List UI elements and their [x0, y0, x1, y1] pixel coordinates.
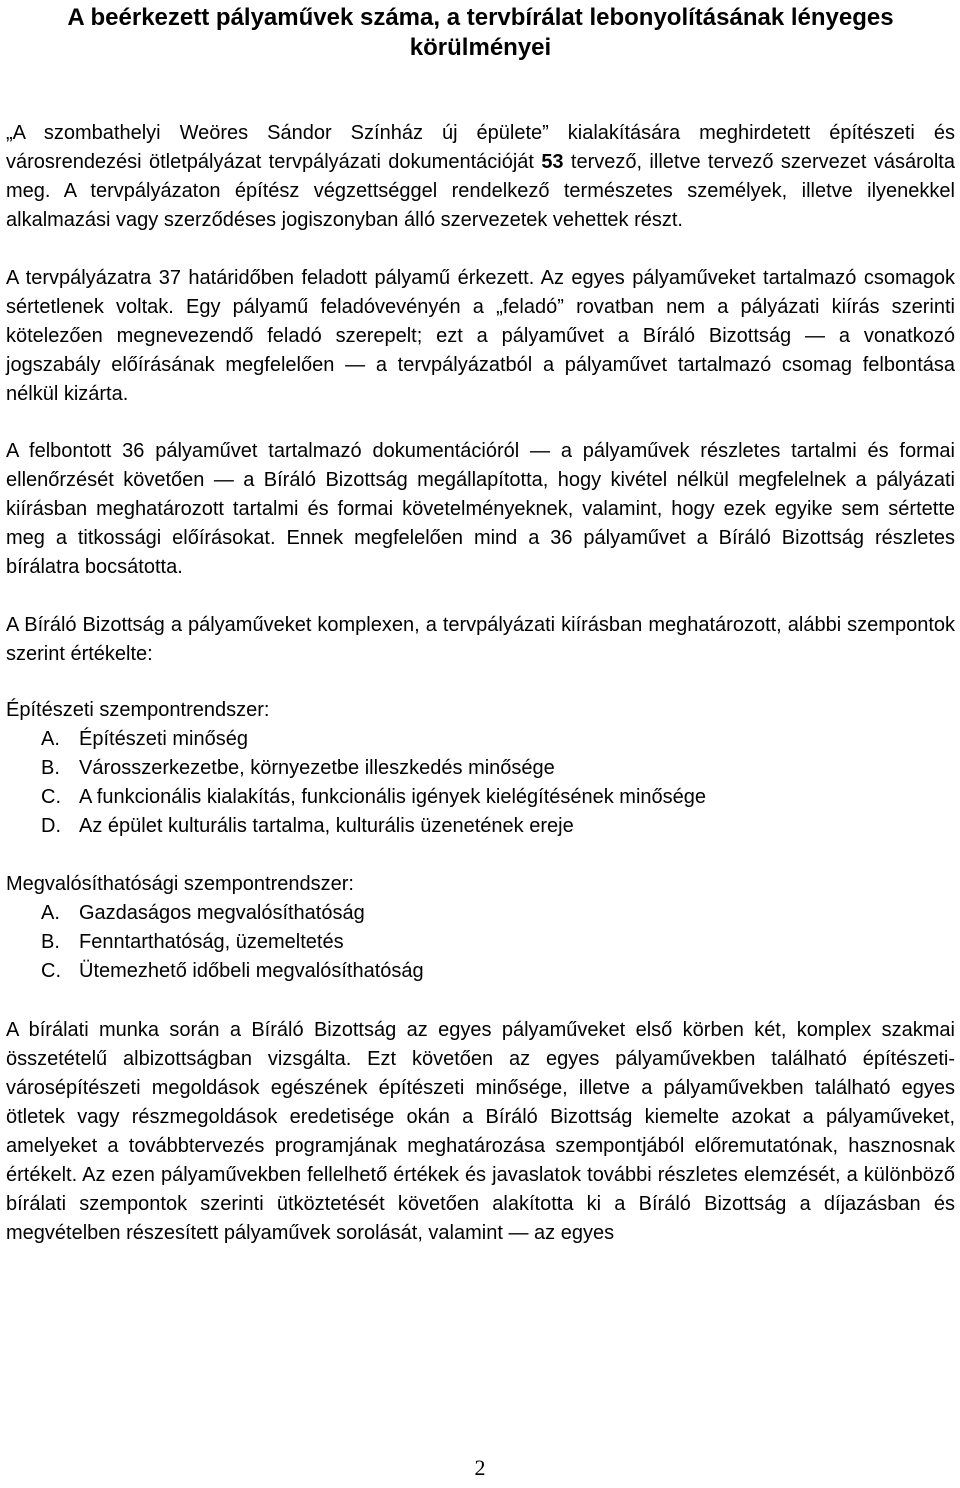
list-item-letter: C. — [41, 786, 61, 808]
paragraph-evaluation: A bírálati munka során a Bíráló Bizottság az egyes pályaműveket első körben két, komplex szakmai összetételű albizottságban vizsgálta. Ezt követően az egyes pályaművekben található építészeti-városépítészeti megoldások egészének építészeti minősége, illetve a pályaművekben található egyes ötletek vagy részmegoldások eredetisége okán a Bíráló Bizottság kiemelte azokat a pályaműveket, amelyeket a továbbtervezés programjának meghatározása szempontjából előremutatónak, hasznosnak értékelt. Az ezen pályaművekben fellelhető értékek és javaslatok további részletes elemzését, a különböző bírálati szempontok szerinti ütköztetését követően alakította ki a Bíráló Bizottság a díjazásban és megvételben részesített pályaművek sorolását, valamint — az egyes — [6, 1019, 955, 1244]
list-item-text: Városszerkezetbe, környezetbe illeszkedés minősége — [79, 757, 555, 779]
list-item — [6, 957, 955, 986]
list-item — [6, 812, 955, 841]
feasibility-criteria-heading: Megvalósíthatósági szempontrendszer: — [6, 873, 354, 895]
feasibility-criteria-list — [6, 870, 955, 986]
page-number: 2 — [474, 1455, 486, 1480]
list-item-text: Építészeti minőség — [79, 728, 248, 750]
list-item-text: Az épület kulturális tartalma, kulturális üzenetének ereje — [79, 815, 574, 837]
document-page — [6, 0, 955, 1248]
purchase-count: 53 — [541, 151, 564, 173]
list-item — [6, 754, 955, 783]
list-item — [6, 725, 955, 754]
paragraph-purchases — [6, 119, 955, 235]
list-item-text: Gazdaságos megvalósíthatóság — [79, 902, 365, 924]
architectural-criteria-list — [6, 696, 955, 841]
list-item-letter: C. — [41, 960, 61, 982]
paragraph-opened: A felbontott 36 pályaművet tartalmazó dokumentációról — a pályaművek részletes tartalmi és formai ellenőrzését követően — a Bíráló Bizottság megállapította, hogy kivétel nélkül megfelelnek a pályázati kiírásban meghatározott tartalmi és formai követelményeknek, valamint, hogy ezek egyike sem sértette meg a titkossági előírásokat. Ennek megfelelően mind a 36 pályaművet a Bíráló Bizottság részletes bírálatra bocsátotta. — [6, 440, 955, 578]
paragraph-purchases-end: tervező, illetve tervező szervezet vásárolta meg. A tervpályázaton építész végzettséggel rendelkező természetes személyek, illetve ilyenekkel alkalmazási vagy szerződéses jogiszonyban álló szervezetek vehettek részt. — [6, 151, 955, 231]
list-item-text: Ütemezhető időbeli megvalósíthatóság — [79, 960, 424, 982]
list-item — [6, 928, 955, 957]
list-item-letter: B. — [41, 757, 60, 779]
list-item-letter: A. — [41, 902, 60, 924]
paragraph-purchases-start: „A szombathelyi Weöres Sándor Színház új épülete” kialakítására meghirdetett építészeti és városrendezési ötletpályázat tervpályázati dokumentációját — [6, 122, 955, 173]
architectural-criteria-heading: Építészeti szempontrendszer: — [6, 699, 270, 721]
page-title: A beérkezett pályaművek száma, a tervbírálat lebonyolításának lényeges körülményei — [67, 4, 894, 61]
paragraph-received: A tervpályázatra 37 határidőben feladott pályamű érkezett. Az egyes pályaműveket tartalmazó csomagok sértetlenek voltak. Egy pályamű feladóvevényén a „feladó” rovatban nem a pályázati kiírás szerinti kötelezően megnevezendő feladó szerepelt; ezt a pályaművet a Bíráló Bizottság — a vonatkozó jogszabály előírásának megfelelően — a tervpályázatból a pályaművet tartalmazó csomag felbontása nélkül kizárta. — [6, 267, 955, 405]
list-item-letter: D. — [41, 815, 61, 837]
list-item-text: Fenntarthatóság, üzemeltetés — [79, 931, 344, 953]
paragraph-criteria-intro: A Bíráló Bizottság a pályaműveket komplexen, a tervpályázati kiírásban meghatározott, alábbi szempontok szerint értékelte: — [6, 614, 955, 665]
list-item — [6, 899, 955, 928]
list-item-letter: B. — [41, 931, 60, 953]
list-item-text: A funkcionális kialakítás, funkcionális igények kielégítésének minősége — [79, 786, 707, 808]
list-item — [6, 783, 955, 812]
list-item-letter: A. — [41, 728, 60, 750]
